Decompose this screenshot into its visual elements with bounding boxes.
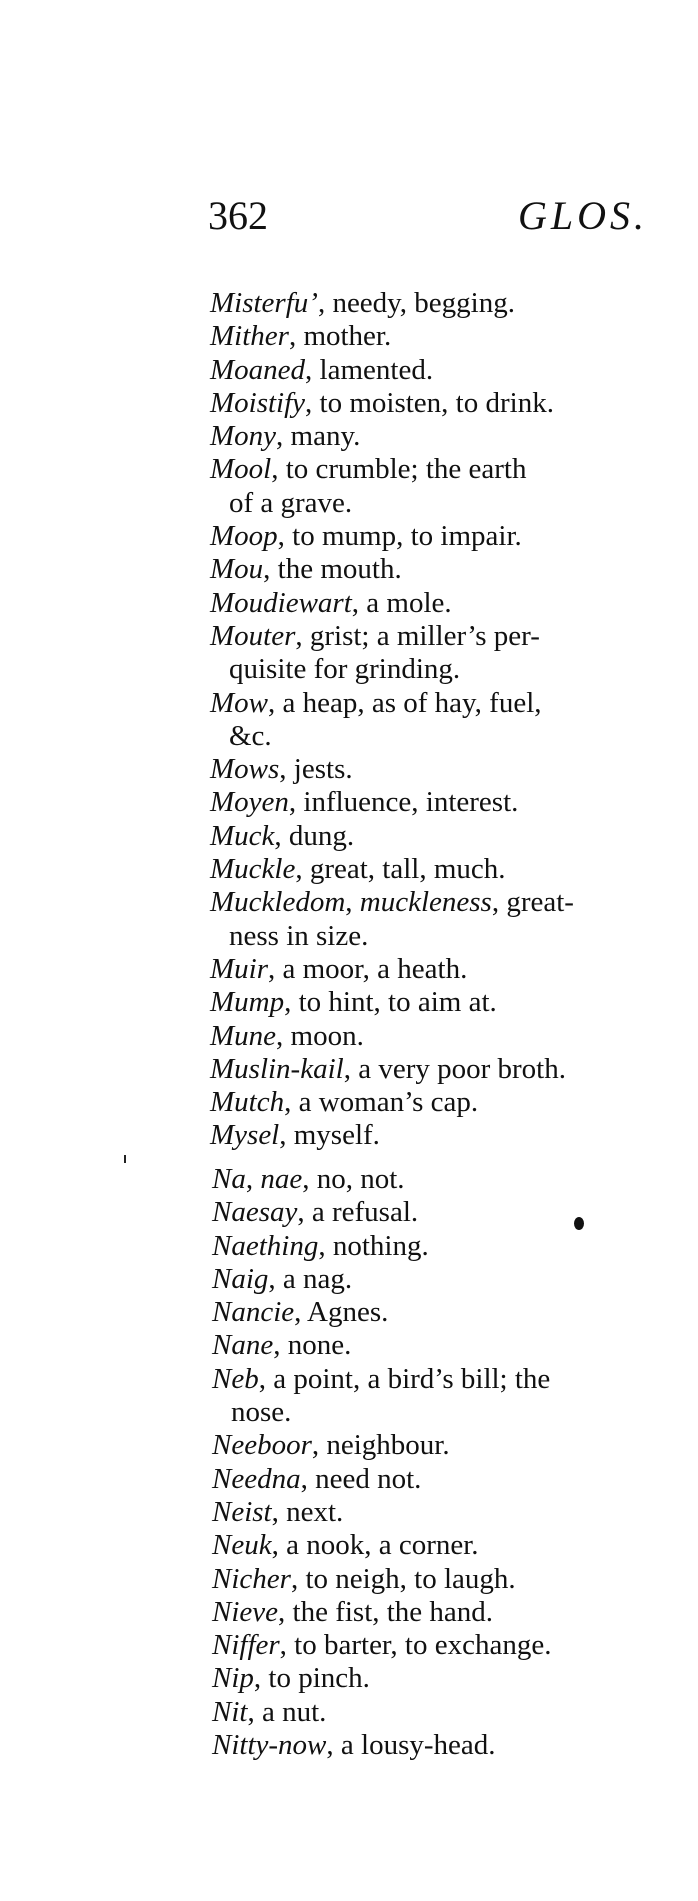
glossary-entry	[210, 354, 650, 387]
glossary-definition: , jests.	[279, 753, 353, 786]
glossary-section-m	[210, 287, 650, 1153]
glossary-entry	[212, 1163, 652, 1196]
glossary-definition: , myself.	[279, 1119, 380, 1152]
glossary-entry	[212, 1662, 652, 1695]
glossary-definition: , a heap, as of hay, fuel,	[268, 686, 542, 719]
glossary-term: Nieve	[212, 1595, 279, 1628]
glossary-term: Mouter	[210, 619, 296, 652]
glossary-term: Naesay	[212, 1196, 298, 1229]
glossary-entry	[212, 1696, 652, 1729]
glossary-definition: , no, not.	[302, 1163, 405, 1195]
glossary-entry	[210, 553, 650, 586]
ink-blot	[574, 1217, 584, 1230]
glossary-entry	[210, 1119, 650, 1152]
glossary-definition: , to barter, to exchange.	[279, 1629, 552, 1662]
glossary-entry	[210, 453, 650, 520]
glossary-definition: , to mump, to impair.	[277, 520, 522, 553]
glossary-entry	[212, 1596, 652, 1629]
glossary-definition-continued: of a grave.	[229, 486, 353, 519]
glossary-entry	[212, 1296, 652, 1329]
glossary-definition: , a nag.	[268, 1262, 353, 1295]
glossary-entry	[212, 1463, 652, 1496]
glossary-entry	[210, 853, 650, 886]
glossary-entry	[210, 886, 650, 953]
glossary-term: Muir	[210, 952, 268, 985]
glossary-definition: , a moor, a heath.	[268, 952, 468, 985]
glossary-term: Muslin-kail	[210, 1052, 344, 1085]
glossary-definition: , neighbour.	[311, 1429, 450, 1462]
glossary-definition: , to neigh, to laugh.	[290, 1562, 516, 1595]
glossary-entry	[210, 953, 650, 986]
glossary-definition: , moon.	[276, 1019, 364, 1052]
glossary-definition: , a mole.	[351, 586, 452, 619]
glossary-term: Nitty-now	[212, 1729, 327, 1762]
glossary-term: Naething	[212, 1229, 319, 1262]
glossary-entry	[212, 1196, 652, 1229]
glossary-term: Moistify	[210, 386, 306, 419]
glossary-definition: , Agnes.	[294, 1296, 389, 1329]
glossary-term: Mutch	[210, 1086, 285, 1119]
glossary-entry	[212, 1363, 652, 1430]
glossary-definition: , to hint, to aim at.	[284, 986, 497, 1019]
glossary-entry	[212, 1629, 652, 1662]
glossary-definition: , to moisten, to drink.	[305, 386, 554, 419]
glossary-term: Mool	[210, 453, 272, 486]
glossary-term: Muck	[210, 819, 275, 852]
glossary-entry	[210, 387, 650, 420]
glossary-entry	[212, 1429, 652, 1462]
glossary-definition-continued: ness in size.	[229, 919, 369, 952]
glossary-definition: , none.	[273, 1329, 352, 1362]
glossary-definition: , to pinch.	[253, 1662, 370, 1695]
glossary-term: Moaned	[210, 353, 306, 386]
glossary-definition: , to crumble; the earth	[271, 453, 527, 486]
glossary-definition: , dung.	[274, 819, 355, 852]
glossary-entry	[212, 1729, 652, 1762]
glossary-definition: , a point, a bird’s bill; the	[258, 1362, 551, 1395]
glossary-entry	[210, 620, 650, 687]
glossary-term: Neist	[212, 1495, 272, 1528]
glossary-entry	[212, 1230, 652, 1263]
glossary-definition: , a woman’s cap.	[284, 1086, 479, 1119]
glossary-entry	[210, 986, 650, 1019]
glossary-term: Mune	[210, 1019, 277, 1052]
glossary-term: Mows	[210, 753, 280, 786]
glossary-term: Mony	[210, 420, 277, 453]
glossary-term: Mysel	[210, 1119, 280, 1152]
glossary-entry	[210, 1020, 650, 1053]
glossary-definition: , the fist, the hand.	[278, 1595, 494, 1628]
glossary-definition: , many.	[276, 420, 361, 453]
glossary-definition: , grist; a miller’s per-	[295, 619, 540, 652]
glossary-term: Nit	[212, 1695, 248, 1728]
glossary-section-n	[212, 1163, 652, 1762]
glossary-term: Na	[212, 1163, 246, 1195]
running-head: GLOS.	[518, 193, 649, 238]
glossary-entry	[210, 520, 650, 553]
glossary-entry	[212, 1563, 652, 1596]
glossary-entry	[210, 820, 650, 853]
glossary-term: Nancie	[212, 1296, 295, 1329]
glossary-entry	[212, 1329, 652, 1362]
glossary-alt-term: muckleness	[359, 886, 492, 919]
glossary-definition: , a nook, a corner.	[271, 1529, 479, 1562]
glossary-separator: ,	[345, 886, 360, 919]
glossary-definition: , a very poor broth.	[343, 1052, 566, 1085]
glossary-definition-continued: quisite for grinding.	[229, 653, 461, 686]
glossary-definition: , influence, interest.	[288, 786, 519, 819]
glossary-term: Moudiewart	[210, 586, 352, 619]
glossary-definition: , lamented.	[305, 353, 434, 386]
glossary-entry	[210, 1086, 650, 1119]
glossary-entry	[210, 420, 650, 453]
glossary-entry	[210, 1053, 650, 1086]
glossary-entry	[210, 320, 650, 353]
glossary-definition: , needy, begging.	[317, 287, 515, 319]
glossary-alt-term: nae	[260, 1163, 303, 1195]
glossary-term: Niffer	[212, 1629, 280, 1662]
glossary-term: Neeboor	[212, 1429, 312, 1462]
glossary-definition-continued: nose.	[231, 1396, 292, 1429]
glossary-term: Mither	[210, 320, 289, 353]
glossary-term: Nicher	[212, 1562, 291, 1595]
glossary-entry	[212, 1263, 652, 1296]
print-mark	[124, 1155, 126, 1163]
glossary-term: Neuk	[212, 1529, 272, 1562]
glossary-term: Moyen	[210, 786, 289, 819]
glossary-definition-continued: &c.	[229, 719, 272, 752]
glossary-definition: , nothing.	[318, 1229, 429, 1262]
glossary-definition: , mother.	[288, 320, 392, 353]
glossary-definition: , a refusal.	[297, 1196, 419, 1229]
glossary-definition: , a nut.	[247, 1695, 327, 1728]
glossary-term: Muckledom	[210, 886, 346, 919]
glossary-definition: , the mouth.	[263, 553, 402, 586]
glossary-term: Moop	[210, 520, 278, 553]
glossary-definition: , great-	[491, 886, 574, 919]
glossary-entry	[210, 287, 650, 320]
glossary-entry	[210, 687, 650, 754]
glossary-term: Muckle	[210, 853, 296, 886]
glossary-term: Naig	[212, 1262, 269, 1295]
glossary-term: Mou	[210, 553, 264, 586]
glossary-entry	[210, 753, 650, 786]
glossary-term: Mump	[210, 986, 285, 1019]
glossary-term: Neb	[212, 1362, 259, 1395]
glossary-term: Misterfu’	[210, 287, 318, 319]
glossary-term: Nane	[212, 1329, 274, 1362]
glossary-term: Mow	[210, 686, 268, 719]
glossary-entry	[212, 1496, 652, 1529]
glossary-definition: , a lousy-head.	[326, 1729, 496, 1762]
page-number: 362	[208, 193, 268, 238]
glossary-term: Nip	[212, 1662, 254, 1695]
glossary-entry	[212, 1529, 652, 1562]
glossary-entry	[210, 587, 650, 620]
glossary-definition: , next.	[271, 1495, 344, 1528]
glossary-definition: , need not.	[300, 1462, 422, 1495]
glossary-entry	[210, 786, 650, 819]
glossary-definition: , great, tall, much.	[295, 853, 506, 886]
glossary-term: Needna	[212, 1462, 301, 1495]
glossary-separator: ,	[245, 1163, 261, 1195]
